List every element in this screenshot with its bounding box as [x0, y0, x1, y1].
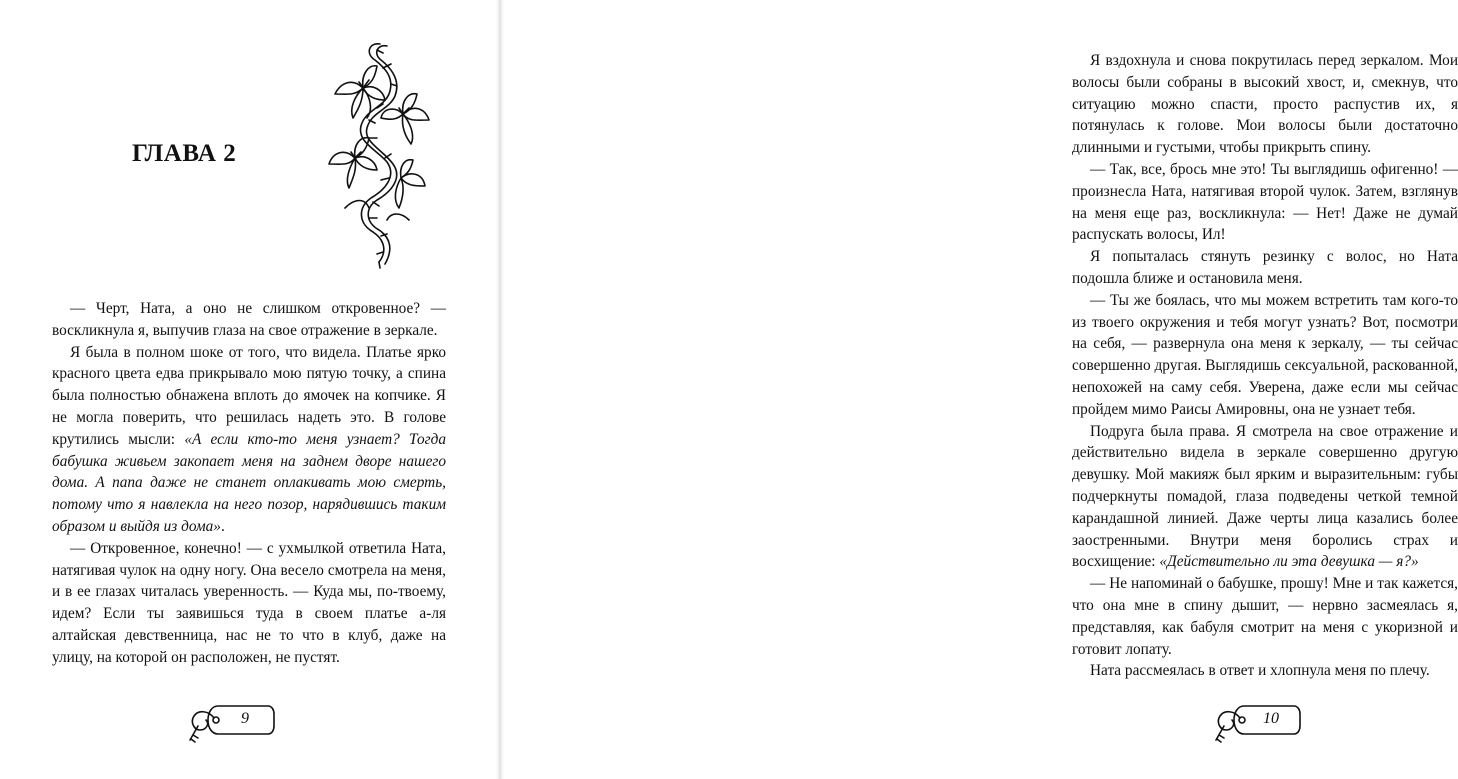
right-page — [504, 0, 1458, 779]
page-number: 9 — [241, 710, 249, 727]
paragraph: Подруга была права. Я смотрела на свое отражение и действительно видела в зеркале совершенно другую девушку. Мой макияж был ярким и выразительным: губы подчеркнуты помадой, глаза подведены четкой темной карандашной линией. Даже черты лица казались более заостренными. Внутри меня боролись страх и восхищение: «Действительно ли эта девушка — я?» — [1072, 422, 1458, 571]
left-page — [0, 0, 496, 779]
paragraph: Я была в полном шоке от того, что видела. Платье ярко красного цвета едва прикрывало мою пятую точку, а спина была полностью обнажена вплоть до ямочек на копчике. Я не могла поверить, что решилась надеть это. В голове крутились мысли: «А если кто-то меня узнает? Тогда бабушка живьем закопает меня на заднем дворе нашего дома. А папа даже не станет оплакивать мою смерть, потому что я навлекла на него позор, нарядившись таким образом и выйдя из дома». — [52, 343, 446, 535]
paragraph: Я вздохнула и снова покрутилась перед зеркалом. Мои волосы были собраны в высокий хвост, и, смекнув, что ситуацию можно спасти, просто распустив их, я потянулась к голове. Мои волосы были достаточно длинными и густыми, чтобы прикрыть спину. — [1072, 52, 1458, 157]
right-page-text — [1072, 50, 1458, 682]
paragraph: — Не напоминай о бабушке, прошу! Мне и так кажется, что она мне в спину дышит, — нервно засмеялась я, представляя, как бабуля смотрит на меня с укоризной и готовит лопату. — [1072, 575, 1458, 658]
paragraph: Ната рассмеялась в ответ и хлопнула меня по плечу. — [1090, 662, 1430, 680]
chapter-title: ГЛАВА 2 — [132, 140, 237, 167]
paragraph: — Так, все, брось мне это! Ты выглядишь офигенно! — произнесла Ната, натягивая второй чулок. Затем, взглянув на меня еще раз, воскликнула: — Нет! Даже не думай распускать волосы, Ил! — [1072, 160, 1458, 244]
italic-thought: «А если кто-то меня узнает? Тогда бабушка живьем закопает меня на заднем дворе нашего дома. А папа даже не станет оплакивать мою смерть, потому что я навлекла на него позор, нарядившись таким образом и выйдя из дома» — [52, 430, 446, 535]
italic-thought: «Действительно ли эта девушка — я?» — [1159, 553, 1419, 571]
paragraph: — Откровенное, конечно! — с ухмылкой ответила Ната, натягивая чулок на одну ногу. Она весело смотрела на меня, и в ее глазах читалась уверенность. — Куда мы, по-твоему, идем? Если ты заявишься туда в своем платье а-ля алтайская девственница, нас не то что в клуб, даже на улицу, на которой он расположен, не пустят. — [52, 539, 446, 666]
page-number: 10 — [1263, 710, 1279, 727]
paragraph: Я попыталась стянуть резинку с волос, но Ната подошла ближе и остановила меня. — [1072, 248, 1458, 287]
book-gutter — [496, 0, 504, 779]
paragraph: — Ты же боялась, что мы можем встретить там кого-то из твоего окружения и тебя могут узнать? Вот, посмотри на себя, — развернула она меня к зеркалу, — ты сейчас совершенно другая. Выглядишь сексуальной, раскованной, непохожей на саму себя. Уверена, даже если мы сейчас пройдем мимо Раисы Амировны, она не узнает тебя. — [1072, 291, 1458, 418]
snake-lily-icon — [325, 38, 437, 270]
paragraph: — Черт, Ната, а оно не слишком откровенное? — воскликнула я, выпучив глаза на свое отражение в зеркале. — [52, 300, 446, 339]
left-page-text — [52, 298, 446, 669]
page-number-key — [1210, 696, 1302, 746]
page-number-key — [184, 696, 276, 746]
